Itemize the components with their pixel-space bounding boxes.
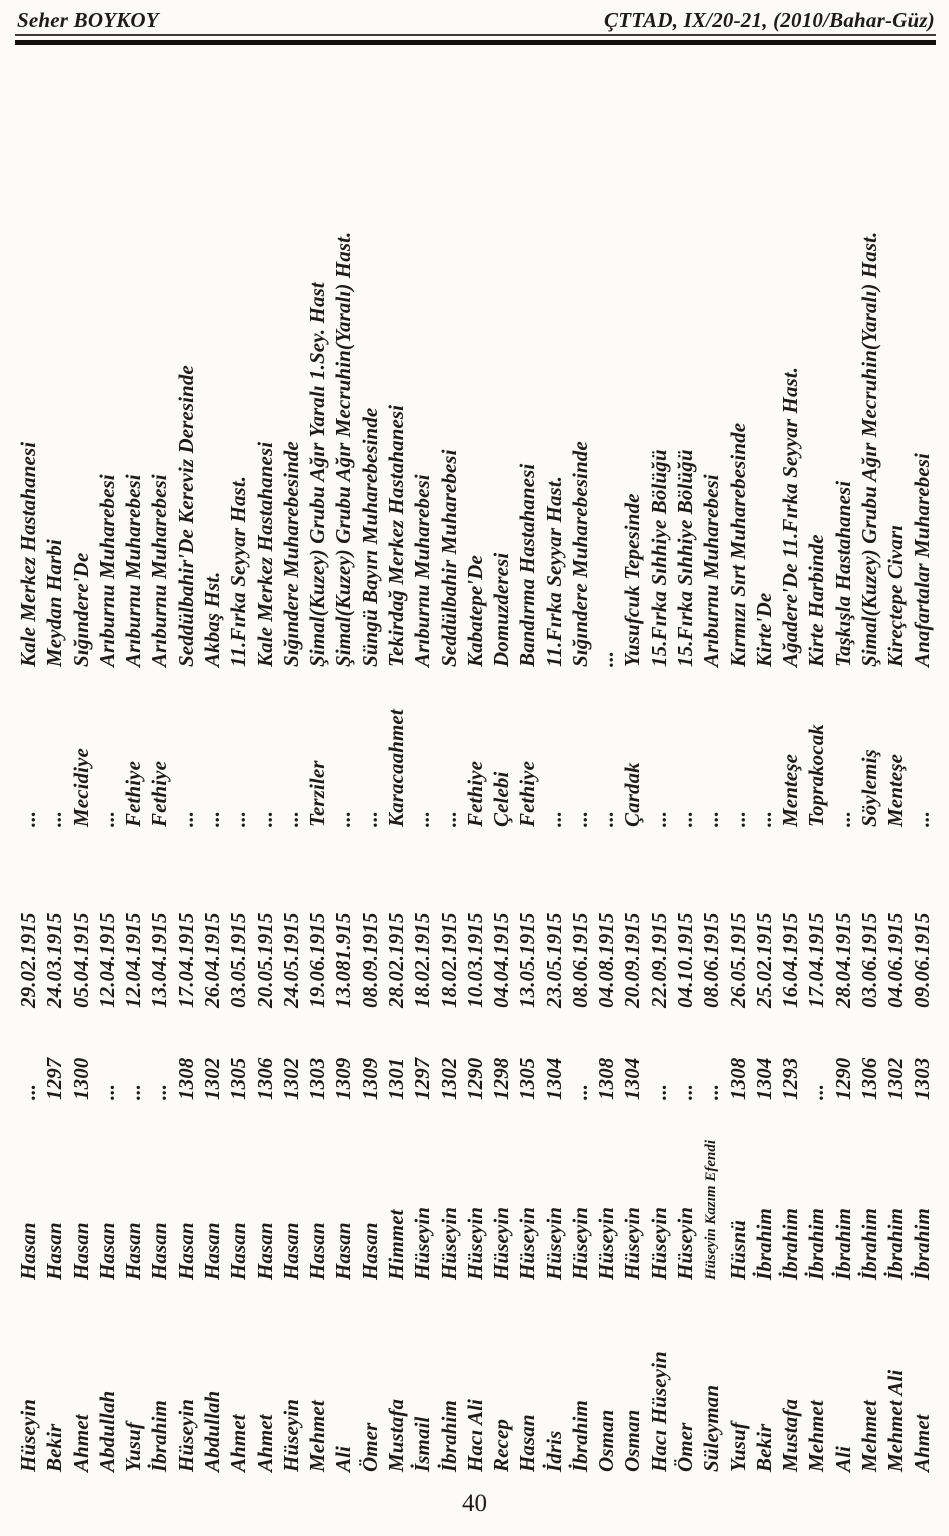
cell-place: ...: [410, 810, 435, 827]
cell-name: Ahmet: [909, 1414, 934, 1472]
table-row: [409, 190, 435, 1480]
cell-father-name: Hüseyin: [567, 1206, 592, 1280]
cell-father-name: Hasan: [252, 1222, 277, 1280]
cell-location: Domuzderesi: [489, 552, 514, 667]
running-header: [17, 8, 935, 33]
table-row: [41, 190, 67, 1480]
cell-father-name: Hasan: [147, 1222, 172, 1280]
cell-father-name: Hüseyin: [410, 1206, 435, 1280]
cell-date: 18.02.1915: [410, 912, 435, 1008]
cell-name: Mustafa: [778, 1398, 803, 1472]
cell-date: 08.06.1915: [567, 912, 592, 1008]
cell-place: ...: [594, 810, 619, 827]
cell-place: Menteşe: [778, 753, 803, 827]
cell-location: Kireçtepe Civarı: [883, 524, 908, 667]
cell-location: Seddülbahir'De Kereviz Deresinde: [173, 365, 198, 667]
cell-father-name: Hasan: [94, 1222, 119, 1280]
cell-year: 1297: [410, 1057, 435, 1100]
cell-place: Karacaahmet: [383, 709, 408, 827]
table-row: [646, 190, 672, 1480]
cell-place: ...: [436, 810, 461, 827]
cell-date: 26.04.1915: [199, 912, 224, 1008]
cell-father-name: İbrahim: [778, 1208, 803, 1280]
cell-date: 22.09.1915: [646, 912, 671, 1008]
cell-location: Kirte'De: [751, 592, 776, 667]
cell-name: Ali: [331, 1446, 356, 1472]
cell-father-name: Hasan: [173, 1222, 198, 1280]
cell-father-name: Hüseyin: [620, 1206, 645, 1280]
cell-father-name: Hasan: [278, 1222, 303, 1280]
cell-name: Bekir: [42, 1423, 67, 1472]
cell-name: Abdullah: [199, 1390, 224, 1472]
cell-year: 1303: [305, 1057, 330, 1100]
cell-name: Osman: [594, 1409, 619, 1472]
table-row: [436, 190, 462, 1480]
cell-name: İdris: [541, 1430, 566, 1472]
cell-year: 1308: [594, 1057, 619, 1100]
cell-place: ...: [16, 810, 40, 827]
cell-location: Taşkışla Hastahanesi: [830, 480, 855, 667]
table-row: [672, 190, 698, 1480]
cell-name: Hüseyin: [278, 1398, 303, 1472]
cell-name: Bekir: [751, 1423, 776, 1472]
cell-year: 1301: [383, 1057, 408, 1100]
cell-name: Mehmet: [305, 1400, 330, 1472]
table-row: [830, 190, 856, 1480]
cell-father-name: Hasan: [305, 1222, 330, 1280]
cell-date: 29.02.1915: [16, 912, 40, 1008]
cell-place: ...: [199, 810, 224, 827]
table-row: [541, 190, 567, 1480]
cell-date: 17.04.1915: [804, 912, 829, 1008]
table-row: [593, 190, 619, 1480]
cell-date: 09.06.1915: [909, 912, 934, 1008]
cell-place: Söylemiş: [857, 749, 881, 827]
cell-year: 1304: [751, 1057, 776, 1100]
table-row: [120, 190, 146, 1480]
cell-year: 1309: [331, 1057, 356, 1100]
cell-name: Yusuf: [121, 1422, 146, 1472]
cell-father-name: Himmet: [383, 1209, 408, 1280]
cell-name: Süleyman: [699, 1384, 724, 1472]
cell-date: 03.05.1915: [226, 912, 251, 1008]
table-row: [514, 190, 540, 1480]
page-number: 40: [462, 1490, 487, 1517]
table-row: [725, 190, 751, 1480]
cell-location: Tekirdağ Merkez Hastahanesi: [383, 404, 408, 667]
cell-date: 13.05.1915: [515, 912, 540, 1008]
cell-location: Kale Merkez Hastahanesi: [252, 441, 277, 667]
cell-location: Seddülbahir Muharebesi: [436, 449, 461, 667]
cell-year: 1298: [489, 1057, 514, 1100]
cell-place: ...: [357, 810, 382, 827]
cell-place: ...: [567, 810, 592, 827]
cell-place: ...: [94, 810, 119, 827]
cell-place: Menteşe: [883, 753, 908, 827]
cell-name: İbrahim: [436, 1400, 461, 1472]
cell-year: 1304: [541, 1057, 566, 1100]
cell-name: Ömer: [357, 1422, 382, 1472]
cell-year: 1293: [778, 1057, 803, 1100]
cell-date: 24.05.1915: [278, 912, 303, 1008]
table-row: [751, 190, 777, 1480]
cell-year: 1308: [725, 1057, 750, 1100]
cell-year: 1306: [252, 1057, 277, 1100]
table-row: [777, 190, 803, 1480]
cell-father-name: İbrahim: [909, 1208, 934, 1280]
cell-place: ...: [699, 810, 724, 827]
cell-place: ...: [725, 810, 750, 827]
cell-year: 1308: [173, 1057, 198, 1100]
cell-father-name: Hüseyin Kazım Efendi: [703, 1139, 720, 1280]
cell-date: 26.05.1915: [725, 912, 750, 1008]
cell-year: 1302: [436, 1057, 461, 1100]
table-row: [909, 190, 935, 1480]
table-row: [619, 190, 645, 1480]
header-rule-thin: [15, 34, 936, 36]
cell-name: Ömer: [673, 1422, 698, 1472]
cell-father-name: Hüseyin: [594, 1206, 619, 1280]
cell-date: 20.05.1915: [252, 912, 277, 1008]
cell-location: Sığındere Muharebesinde: [567, 441, 592, 667]
cell-date: 28.02.1915: [383, 912, 408, 1008]
cell-name: İsmail: [410, 1416, 435, 1472]
cell-date: 18.02.1915: [436, 912, 461, 1008]
cell-location: 15.Fırka Sıhhiye Bölüğü: [673, 449, 698, 667]
cell-year: ...: [646, 1083, 671, 1100]
journal-reference: ÇTTAD, IX/20-21, (2010/Bahar-Güz): [604, 8, 935, 32]
cell-name: Osman: [620, 1409, 645, 1472]
table-row: [330, 190, 356, 1480]
cell-name: Ali: [830, 1446, 855, 1472]
cell-place: ...: [646, 810, 671, 827]
table-row: [68, 190, 94, 1480]
cell-date: 16.04.1915: [778, 912, 803, 1008]
cell-father-name: Hasan: [121, 1222, 146, 1280]
cell-year: 1302: [199, 1057, 224, 1100]
casualty-table-body: [15, 190, 935, 1480]
cell-date: 19.06.1915: [305, 912, 330, 1008]
cell-father-name: Hasan: [16, 1222, 40, 1280]
cell-name: Hasan: [515, 1414, 540, 1472]
cell-date: 08.06.1915: [699, 912, 724, 1008]
cell-date: 25.02.1915: [751, 912, 776, 1008]
cell-date: 23.05.1915: [541, 912, 566, 1008]
cell-place: ...: [331, 810, 356, 827]
cell-date: 04.06.1915: [883, 912, 908, 1008]
cell-place: ...: [173, 810, 198, 827]
cell-place: ...: [252, 810, 277, 827]
cell-year: 1305: [515, 1057, 540, 1100]
cell-place: Toprakocak: [804, 724, 829, 827]
table-row: [94, 190, 120, 1480]
cell-father-name: Hüseyin: [515, 1206, 540, 1280]
table-row: [357, 190, 383, 1480]
cell-date: 08.09.1915: [357, 912, 382, 1008]
cell-location: 11.Fırka Seyyar Hast.: [541, 475, 566, 667]
cell-year: 1304: [620, 1057, 645, 1100]
cell-location: Yusufcuk Tepesinde: [620, 493, 645, 667]
cell-location: Akbaş Hst.: [199, 571, 224, 667]
cell-father-name: İbrahim: [830, 1208, 855, 1280]
cell-year: ...: [16, 1083, 40, 1100]
cell-date: 12.04.1915: [121, 912, 146, 1008]
author-name: Seher BOYKOY: [17, 8, 159, 32]
cell-date: 12.04.1915: [94, 912, 119, 1008]
table-row: [567, 190, 593, 1480]
cell-location: Şimal(Kuzey) Grubu Ağır Mecruhin(Yaralı) Hast.: [857, 231, 881, 667]
cell-name: Ahmet: [226, 1414, 251, 1472]
cell-date: 04.08.1915: [594, 912, 619, 1008]
cell-date: 28.04.1915: [830, 912, 855, 1008]
cell-name: Mehmet Ali: [883, 1369, 908, 1472]
cell-location: Süngü Bayırı Muharebesinde: [357, 407, 382, 667]
cell-date: 20.09.1915: [620, 912, 645, 1008]
cell-father-name: Hüseyin: [489, 1206, 514, 1280]
cell-father-name: Hüseyin: [541, 1206, 566, 1280]
cell-father-name: Hüseyin: [462, 1206, 487, 1280]
cell-date: 04.04.1915: [489, 912, 514, 1008]
table-row: [278, 190, 304, 1480]
cell-year: 1290: [462, 1057, 487, 1100]
cell-year: 1309: [357, 1057, 382, 1100]
cell-father-name: Hasan: [226, 1222, 251, 1280]
casualty-table: [15, 190, 935, 1480]
cell-location: Arıburnu Muharebesi: [699, 474, 724, 667]
cell-name: İbrahim: [567, 1400, 592, 1472]
cell-date: 17.04.1915: [173, 912, 198, 1008]
cell-place: ...: [42, 810, 67, 827]
cell-place: Fethiye: [147, 760, 172, 827]
cell-year: ...: [147, 1083, 172, 1100]
cell-name: Mehmet: [804, 1400, 829, 1472]
cell-father-name: İbrahim: [857, 1208, 881, 1280]
table-row: [882, 190, 908, 1480]
table-row: [698, 190, 724, 1480]
cell-location: Kırmızı Sırt Muharebesinde: [725, 422, 750, 667]
cell-father-name: Hasan: [331, 1222, 356, 1280]
cell-father-name: Hüseyin: [673, 1206, 698, 1280]
cell-year: 1305: [226, 1057, 251, 1100]
cell-year: ...: [94, 1083, 119, 1100]
cell-place: Fethiye: [462, 760, 487, 827]
cell-date: 24.03.1915: [42, 912, 67, 1008]
cell-father-name: Hasan: [357, 1222, 382, 1280]
cell-place: ...: [226, 810, 251, 827]
cell-father-name: İbrahim: [883, 1208, 908, 1280]
cell-location: Şimal(Kuzey) Grubu Ağır Mecruhin(Yaralı) Hast.: [331, 231, 356, 667]
table-row: [146, 190, 172, 1480]
cell-location: Meydan Harbi: [42, 539, 67, 667]
cell-name: Hüseyin: [16, 1398, 40, 1472]
table-row: [15, 190, 41, 1480]
cell-name: İbrahim: [147, 1400, 172, 1472]
cell-name: Ahmet: [252, 1414, 277, 1472]
cell-date: 05.04.1915: [68, 912, 93, 1008]
cell-place: ...: [673, 810, 698, 827]
cell-location: Kabatepe'De: [462, 555, 487, 667]
cell-name: Recep: [489, 1419, 514, 1472]
cell-father-name: Hüseyin: [436, 1206, 461, 1280]
cell-name: Abdullah: [94, 1390, 119, 1472]
cell-place: ...: [909, 810, 934, 827]
cell-year: ...: [699, 1083, 724, 1100]
cell-year: ...: [121, 1083, 146, 1100]
cell-date: 13.04.1915: [147, 912, 172, 1008]
cell-place: Mecidiye: [68, 748, 93, 827]
cell-father-name: Hüseyin: [646, 1206, 671, 1280]
cell-father-name: İbrahim: [804, 1208, 829, 1280]
cell-year: 1290: [830, 1057, 855, 1100]
cell-place: Çardak: [620, 762, 645, 827]
cell-location: Arıburnu Muharebesi: [147, 474, 172, 667]
cell-name: Hacı Ali: [462, 1399, 487, 1472]
cell-place: ...: [751, 810, 776, 827]
cell-year: 1302: [278, 1057, 303, 1100]
cell-father-name: Hasan: [199, 1222, 224, 1280]
table-row: [225, 190, 251, 1480]
cell-location: Anafartalar Muharebesi: [909, 453, 934, 667]
cell-location: Arıburnu Muharebesi: [410, 474, 435, 667]
cell-name: Mehmet: [857, 1400, 881, 1472]
cell-year: 1306: [857, 1057, 881, 1100]
cell-name: Ahmet: [68, 1414, 93, 1472]
cell-location: Arıburnu Muharebesi: [121, 474, 146, 667]
cell-place: Terziler: [305, 760, 330, 827]
table-row: [173, 190, 199, 1480]
cell-location: 15.Fırka Sıhhiye Bölüğü: [646, 449, 671, 667]
cell-year: ...: [567, 1083, 592, 1100]
cell-place: Fethiye: [121, 760, 146, 827]
cell-date: 03.06.1915: [857, 912, 881, 1008]
cell-location: ...: [594, 650, 619, 667]
cell-father-name: Hasan: [68, 1222, 93, 1280]
cell-location: Ağadere'De 11.Fırka Seyyar Hast.: [778, 366, 803, 667]
cell-year: 1303: [909, 1057, 934, 1100]
cell-year: ...: [804, 1083, 829, 1100]
cell-father-name: Hasan: [42, 1222, 67, 1280]
cell-location: Bandırma Hastahanesi: [515, 463, 540, 667]
cell-year: ...: [673, 1083, 698, 1100]
cell-place: ...: [541, 810, 566, 827]
cell-place: Fethiye: [515, 760, 540, 827]
cell-name: Mustafa: [383, 1398, 408, 1472]
cell-place: ...: [830, 810, 855, 827]
cell-location: Kale Merkez Hastahanesi: [16, 441, 40, 667]
cell-location: Arıburnu Muharebesi: [94, 474, 119, 667]
cell-location: 11.Fırka Seyyar Hast.: [226, 475, 251, 667]
cell-location: Şimal(Kuzey) Grubu Ağır Yaralı 1.Sey. Hast: [305, 282, 330, 667]
cell-place: Çelebi: [489, 771, 514, 827]
cell-father-name: Hüsnü: [725, 1219, 750, 1280]
table-row: [856, 190, 882, 1480]
cell-date: 04.10.1915: [673, 912, 698, 1008]
cell-name: Hüseyin: [173, 1398, 198, 1472]
cell-name: Hacı Hüseyin: [646, 1351, 671, 1472]
table-row: [462, 190, 488, 1480]
cell-name: Yusuf: [725, 1422, 750, 1472]
cell-year: 1302: [883, 1057, 908, 1100]
cell-location: Sığındere Muharebesinde: [278, 441, 303, 667]
table-row: [199, 190, 225, 1480]
cell-year: 1300: [68, 1057, 93, 1100]
rotated-table-container: [15, 190, 935, 1480]
table-row: [488, 190, 514, 1480]
table-row: [383, 190, 409, 1480]
table-row: [803, 190, 829, 1480]
table-row: [252, 190, 278, 1480]
cell-date: 10.03.1915: [462, 912, 487, 1008]
cell-location: Kirte Harbinde: [804, 534, 829, 667]
cell-date: 13.081.915: [331, 912, 356, 1008]
cell-location: Sığındere'De: [68, 552, 93, 667]
cell-father-name: İbrahim: [751, 1208, 776, 1280]
cell-place: ...: [278, 810, 303, 827]
header-rule-thick: [15, 40, 936, 45]
table-row: [304, 190, 330, 1480]
cell-year: 1297: [42, 1057, 67, 1100]
